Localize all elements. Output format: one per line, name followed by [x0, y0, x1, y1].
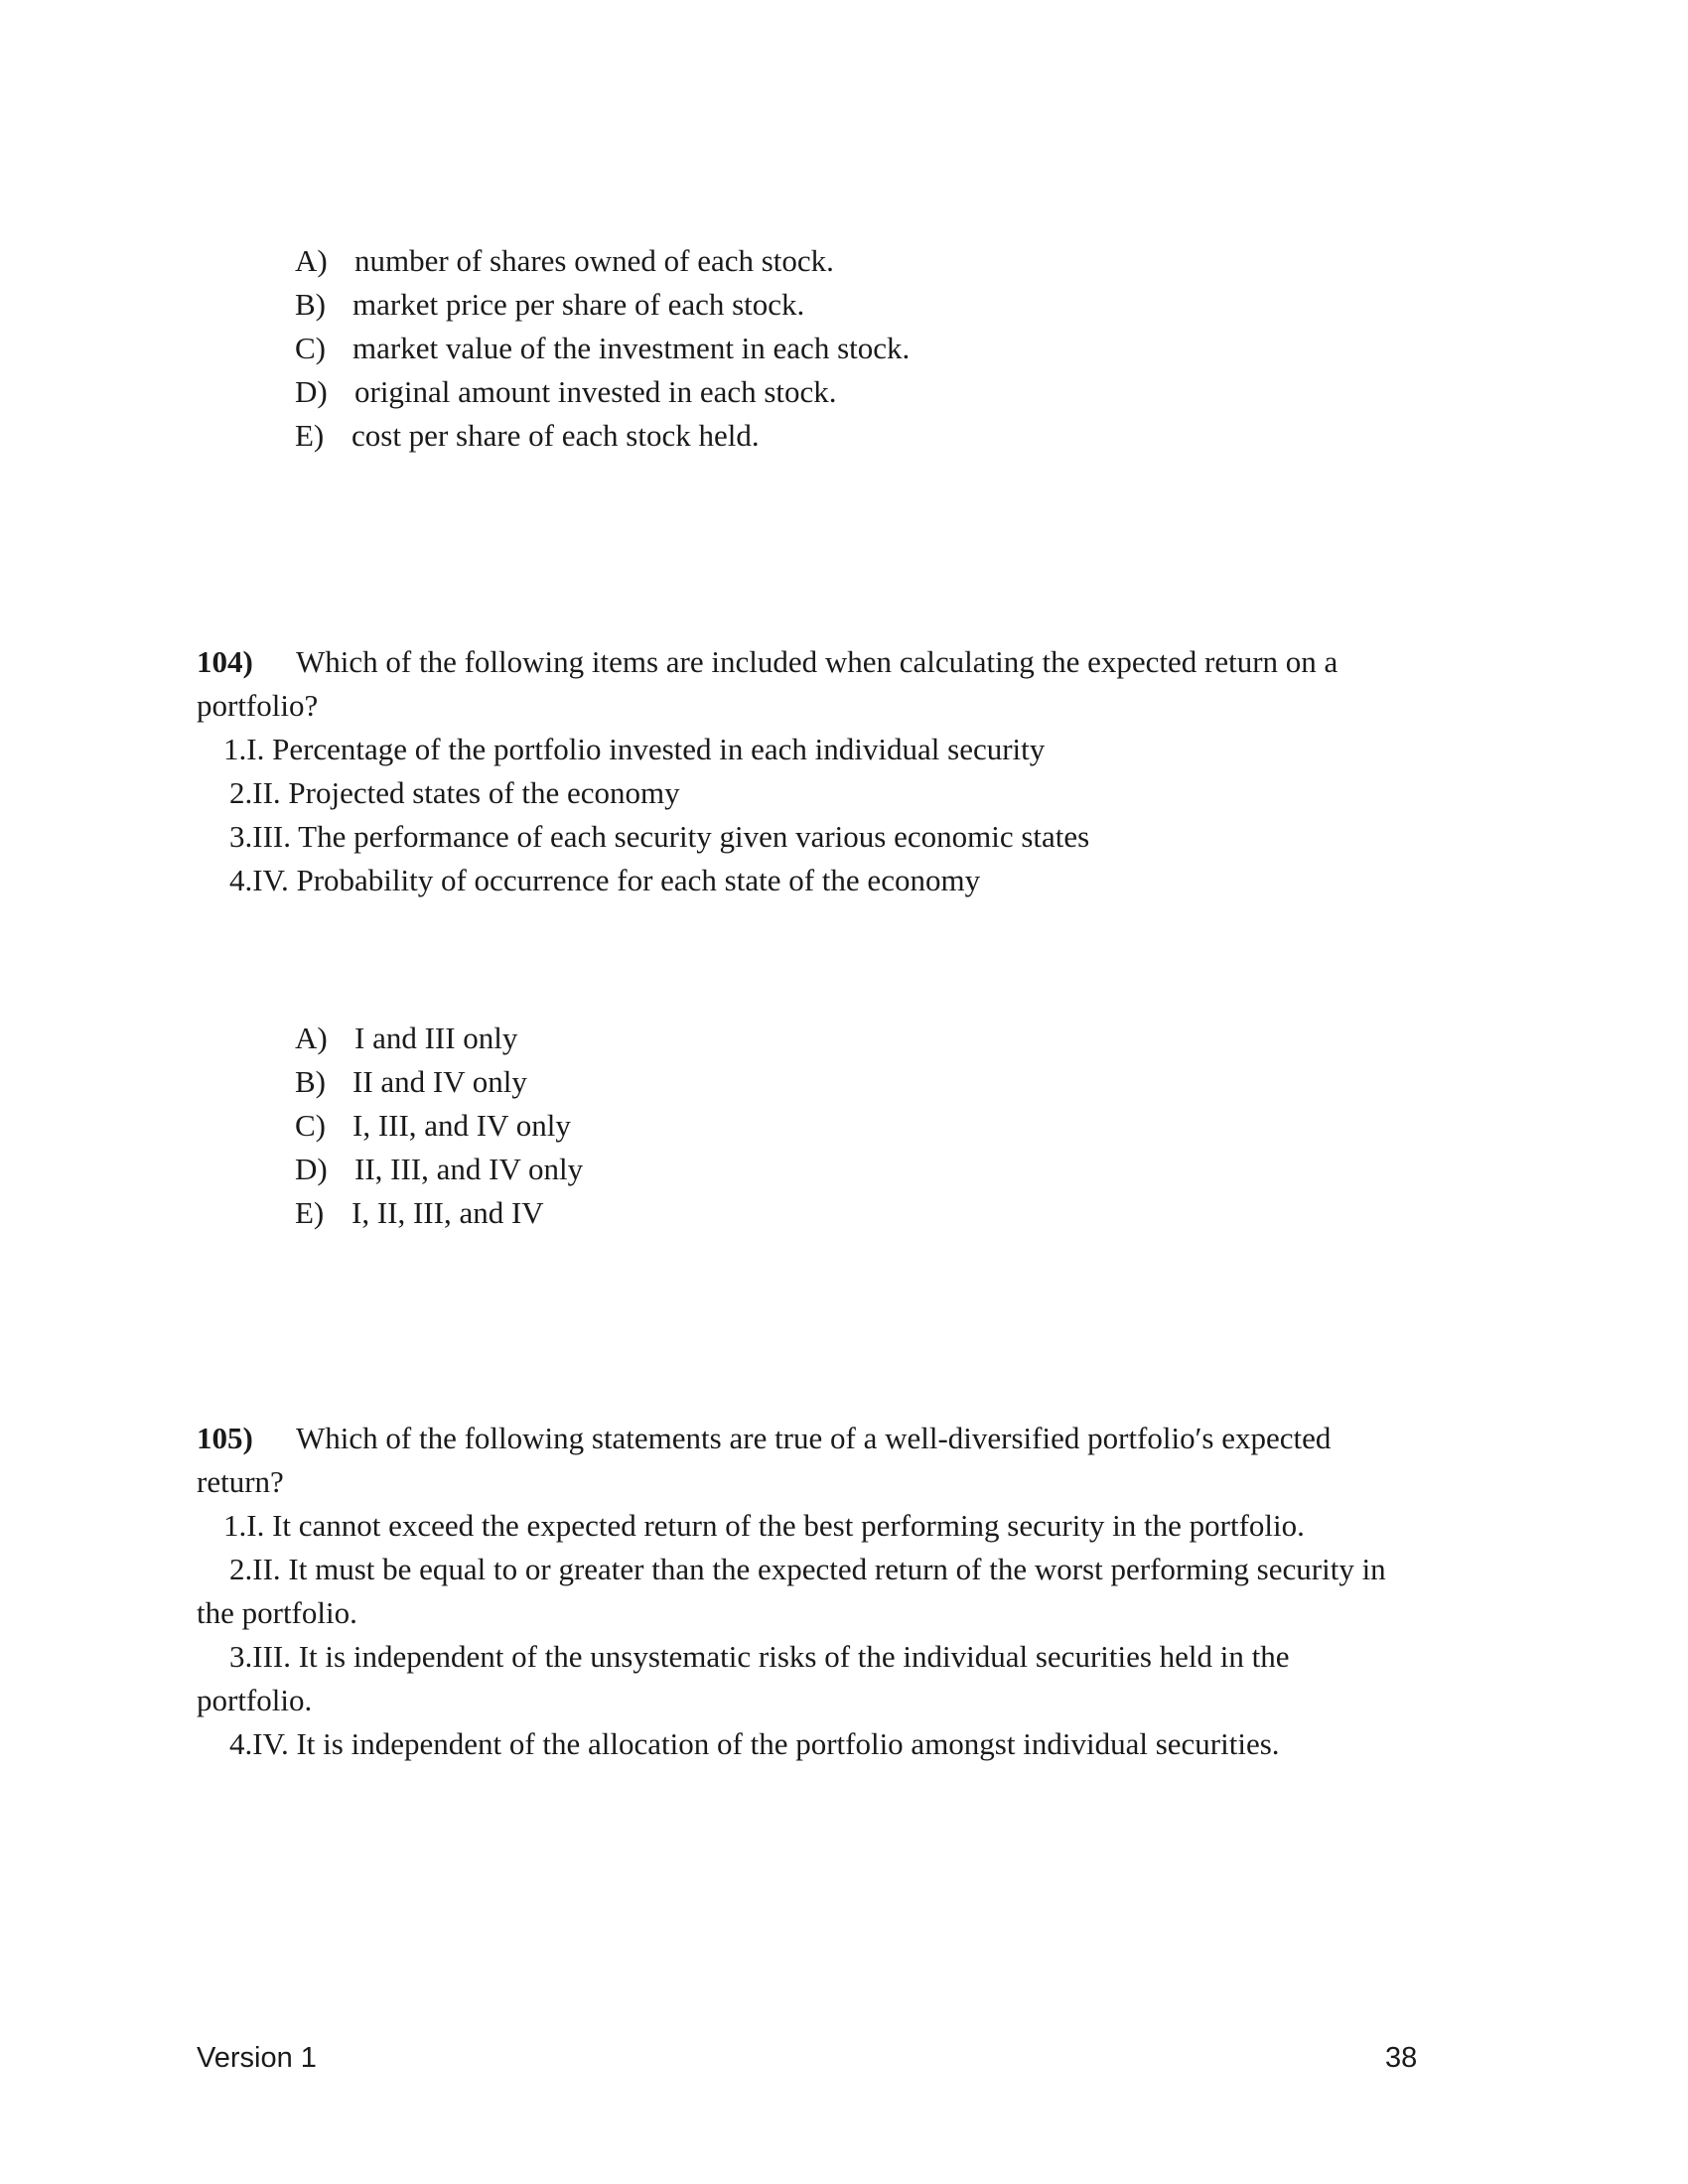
- option-a: [295, 239, 834, 283]
- option-letter: B): [295, 1064, 326, 1099]
- option-d: [295, 370, 837, 414]
- roman-item-3: 3.III. The performance of each security given various economic states: [229, 819, 1090, 854]
- option-b: [295, 283, 805, 327]
- question-stem-line: [197, 1417, 1332, 1460]
- option-letter: E): [295, 1195, 325, 1230]
- option-letter: C): [295, 1108, 326, 1143]
- option-text: original amount invested in each stock.: [354, 374, 837, 409]
- option-text: number of shares owned of each stock.: [354, 243, 834, 278]
- roman-item-2: 2.II. It must be equal to or greater than the expected return of the worst performing security in: [229, 1552, 1386, 1586]
- option-text: market value of the investment in each stock.: [352, 331, 911, 365]
- question-stem: Which of the following items are included when calculating the expected return on a: [296, 644, 1338, 679]
- option-c: [295, 1104, 571, 1148]
- roman-item-2: 2.II. Projected states of the economy: [229, 775, 680, 810]
- option-d: [295, 1148, 584, 1191]
- question-stem-continuation: portfolio?: [197, 688, 319, 723]
- option-letter: A): [295, 243, 328, 278]
- option-text: market price per share of each stock.: [352, 287, 805, 322]
- option-e: [295, 1191, 544, 1235]
- roman-item-4: 4.IV. Probability of occurrence for each state of the economy: [229, 863, 981, 897]
- question-number: 105): [197, 1421, 253, 1455]
- option-text: II, III, and IV only: [354, 1152, 584, 1186]
- option-letter: A): [295, 1021, 328, 1055]
- page-number: 38: [1385, 2042, 1418, 2074]
- footer-version: Version 1: [197, 2042, 317, 2074]
- option-text: I, II, III, and IV: [352, 1195, 544, 1230]
- option-a: [295, 1017, 518, 1060]
- option-c: [295, 327, 911, 370]
- roman-item-4: 4.IV. It is independent of the allocation of the portfolio amongst individual securities.: [229, 1726, 1280, 1761]
- option-letter: B): [295, 287, 326, 322]
- question-stem: Which of the following statements are true of a well-diversified portfolio′s expected: [296, 1421, 1332, 1455]
- question-number: 104): [197, 644, 253, 679]
- option-letter: E): [295, 418, 325, 453]
- option-text: II and IV only: [352, 1064, 527, 1099]
- option-text: I and III only: [354, 1021, 518, 1055]
- option-letter: D): [295, 1152, 328, 1186]
- roman-item-3-continuation: portfolio.: [197, 1683, 313, 1717]
- roman-item-1: 1.I. It cannot exceed the expected return of the best performing security in the portfolio.: [223, 1508, 1305, 1543]
- option-text: cost per share of each stock held.: [352, 418, 760, 453]
- question-stem-continuation: return?: [197, 1464, 284, 1499]
- roman-item-1: 1.I. Percentage of the portfolio invested in each individual security: [223, 732, 1046, 766]
- option-letter: C): [295, 331, 326, 365]
- option-e: [295, 414, 760, 458]
- question-stem-line: [197, 640, 1338, 684]
- option-text: I, III, and IV only: [352, 1108, 571, 1143]
- option-b: [295, 1060, 527, 1104]
- roman-item-3: 3.III. It is independent of the unsystematic risks of the individual securities held in the: [229, 1639, 1290, 1674]
- roman-item-2-continuation: the portfolio.: [197, 1595, 357, 1630]
- option-letter: D): [295, 374, 328, 409]
